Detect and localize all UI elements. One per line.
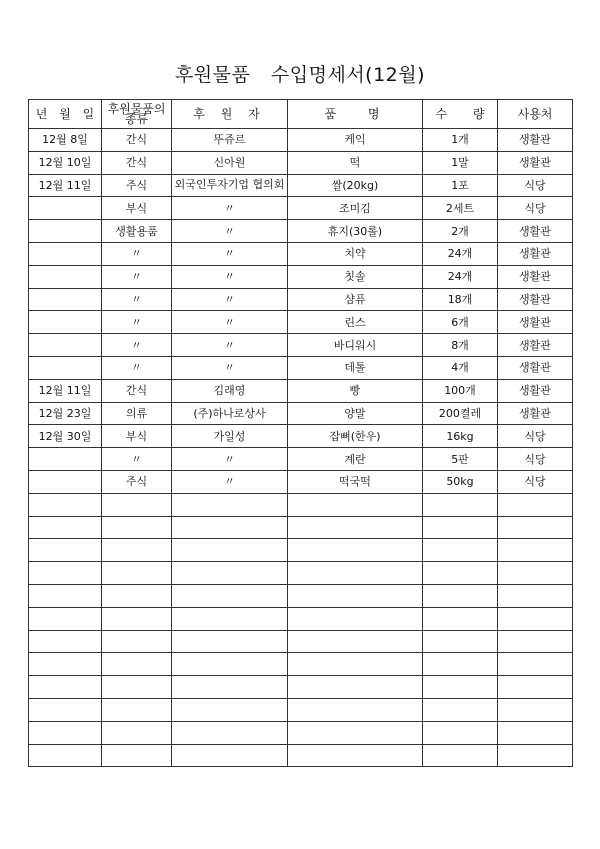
cell-dest: 식당 [498,470,573,493]
cell-type: 〃 [102,265,172,288]
cell-dest: 생활관 [498,402,573,425]
empty-cell [498,630,573,653]
empty-row [29,516,573,539]
empty-cell [288,630,423,653]
cell-item: 데톨 [288,356,423,379]
empty-cell [29,676,102,699]
cell-type: 의류 [102,402,172,425]
empty-cell [102,721,172,744]
empty-cell [423,493,498,516]
cell-donor: 〃 [172,220,288,243]
cell-item: 칫솔 [288,265,423,288]
cell-type: 부식 [102,425,172,448]
empty-cell [102,562,172,585]
cell-qty: 100개 [423,379,498,402]
cell-dest: 식당 [498,448,573,471]
empty-cell [29,584,102,607]
cell-qty: 1개 [423,129,498,152]
empty-row [29,562,573,585]
cell-item: 계란 [288,448,423,471]
empty-cell [29,539,102,562]
cell-type: 생활용품 [102,220,172,243]
table-row [29,174,573,197]
empty-cell [288,721,423,744]
cell-qty: 5판 [423,448,498,471]
table-row [29,129,573,152]
empty-row [29,607,573,630]
cell-dest: 생활관 [498,288,573,311]
cell-qty: 6개 [423,311,498,334]
table-row [29,197,573,220]
cell-date [29,242,102,265]
cell-item: 치약 [288,242,423,265]
cell-date [29,220,102,243]
cell-qty: 24개 [423,242,498,265]
empty-cell [498,676,573,699]
empty-cell [102,584,172,607]
cell-qty: 1말 [423,151,498,174]
empty-cell [172,698,288,721]
empty-cell [423,607,498,630]
cell-type: 〃 [102,242,172,265]
cell-date [29,265,102,288]
empty-cell [172,607,288,630]
empty-row [29,630,573,653]
empty-cell [29,744,102,767]
empty-cell [102,607,172,630]
cell-item: 빵 [288,379,423,402]
empty-row [29,676,573,699]
cell-item: 양말 [288,402,423,425]
empty-cell [423,539,498,562]
empty-cell [498,539,573,562]
empty-cell [102,653,172,676]
cell-donor: 〃 [172,197,288,220]
table-row [29,265,573,288]
cell-date: 12월 11일 [29,174,102,197]
empty-cell [498,744,573,767]
cell-qty: 2세트 [423,197,498,220]
cell-donor: 〃 [172,288,288,311]
empty-cell [498,698,573,721]
table-row [29,356,573,379]
cell-type: 주식 [102,470,172,493]
cell-dest: 식당 [498,197,573,220]
cell-donor: 〃 [172,311,288,334]
cell-item: 떡국떡 [288,470,423,493]
table-row [29,311,573,334]
header-item: 품 명 [288,100,423,129]
empty-cell [288,676,423,699]
cell-date [29,448,102,471]
cell-dest: 생활관 [498,334,573,357]
cell-dest: 생활관 [498,129,573,152]
cell-item: 잡뼈(한우) [288,425,423,448]
empty-cell [498,493,573,516]
empty-cell [288,698,423,721]
cell-qty: 8개 [423,334,498,357]
cell-date: 12월 8일 [29,129,102,152]
empty-cell [102,676,172,699]
table-row [29,470,573,493]
cell-date [29,288,102,311]
empty-cell [172,516,288,539]
cell-donor: 〃 [172,334,288,357]
empty-cell [423,516,498,539]
empty-cell [498,721,573,744]
cell-date [29,311,102,334]
table-row [29,379,573,402]
empty-cell [423,676,498,699]
empty-cell [288,744,423,767]
empty-cell [29,630,102,653]
empty-row [29,653,573,676]
empty-cell [498,584,573,607]
cell-donor: 〃 [172,265,288,288]
empty-cell [29,493,102,516]
empty-row [29,584,573,607]
cell-qty: 2개 [423,220,498,243]
cell-dest: 생활관 [498,242,573,265]
empty-cell [29,562,102,585]
empty-cell [102,539,172,562]
cell-qty: 4개 [423,356,498,379]
header-type: 후원물품의 종류 [102,100,172,129]
donation-ledger-table [28,99,573,767]
empty-cell [102,493,172,516]
cell-donor: 〃 [172,470,288,493]
header-dest: 사용처 [498,100,573,129]
cell-type: 〃 [102,311,172,334]
table-row [29,334,573,357]
empty-row [29,744,573,767]
cell-dest: 생활관 [498,379,573,402]
document-title: 후원물품 수입명세서(12월) [174,64,426,86]
cell-item: 린스 [288,311,423,334]
empty-cell [423,721,498,744]
empty-cell [498,653,573,676]
cell-donor: 가일성 [172,425,288,448]
cell-type: 간식 [102,151,172,174]
cell-date: 12월 30일 [29,425,102,448]
table-row [29,151,573,174]
cell-dest: 식당 [498,425,573,448]
empty-cell [498,607,573,630]
cell-dest: 생활관 [498,220,573,243]
cell-donor: 〃 [172,448,288,471]
empty-row [29,493,573,516]
empty-row [29,698,573,721]
cell-qty: 16kg [423,425,498,448]
empty-cell [288,607,423,630]
empty-cell [423,562,498,585]
cell-dest: 생활관 [498,311,573,334]
cell-donor: 외국인투자기업 협의회 [172,174,288,197]
cell-date: 12월 10일 [29,151,102,174]
empty-cell [288,539,423,562]
empty-cell [29,653,102,676]
cell-dest: 생활관 [498,151,573,174]
empty-cell [288,562,423,585]
empty-cell [172,676,288,699]
header-donor: 후 원 자 [172,100,288,129]
table-row [29,425,573,448]
cell-date [29,334,102,357]
cell-donor: 뚜쥬르 [172,129,288,152]
cell-type: 〃 [102,448,172,471]
empty-cell [423,698,498,721]
empty-cell [498,562,573,585]
cell-donor: 〃 [172,356,288,379]
empty-cell [172,539,288,562]
header-qty: 수 량 [423,100,498,129]
cell-dest: 생활관 [498,265,573,288]
cell-item: 케익 [288,129,423,152]
cell-type: 〃 [102,334,172,357]
cell-item: 바디워시 [288,334,423,357]
cell-item: 휴지(30롤) [288,220,423,243]
cell-date: 12월 23일 [29,402,102,425]
empty-cell [423,653,498,676]
empty-cell [29,516,102,539]
cell-date: 12월 11일 [29,379,102,402]
cell-qty: 24개 [423,265,498,288]
table-row [29,402,573,425]
empty-cell [172,721,288,744]
cell-qty: 18개 [423,288,498,311]
cell-type: 부식 [102,197,172,220]
cell-item: 쌀(20kg) [288,174,423,197]
cell-item: 떡 [288,151,423,174]
cell-type: 주식 [102,174,172,197]
empty-cell [102,744,172,767]
cell-dest: 식당 [498,174,573,197]
empty-cell [288,516,423,539]
empty-cell [288,493,423,516]
cell-type: 간식 [102,129,172,152]
empty-cell [29,721,102,744]
empty-cell [172,653,288,676]
cell-type: 〃 [102,356,172,379]
empty-cell [172,744,288,767]
empty-cell [172,493,288,516]
empty-cell [172,584,288,607]
cell-donor: (주)하나로상사 [172,402,288,425]
cell-qty: 1포 [423,174,498,197]
cell-date [29,197,102,220]
empty-row [29,539,573,562]
empty-row [29,721,573,744]
empty-cell [288,653,423,676]
cell-donor: 신아원 [172,151,288,174]
empty-cell [423,744,498,767]
ledger-body [29,129,573,767]
empty-cell [172,562,288,585]
empty-cell [288,584,423,607]
table-row [29,448,573,471]
header-row [29,100,573,129]
empty-cell [498,516,573,539]
empty-cell [423,584,498,607]
cell-date [29,470,102,493]
empty-cell [29,698,102,721]
empty-cell [29,607,102,630]
cell-type: 〃 [102,288,172,311]
empty-cell [172,630,288,653]
empty-cell [102,698,172,721]
empty-cell [423,630,498,653]
cell-date [29,356,102,379]
header-date: 년 월 일 [29,100,102,129]
table-row [29,242,573,265]
cell-qty: 50kg [423,470,498,493]
cell-qty: 200켤레 [423,402,498,425]
cell-donor: 김래영 [172,379,288,402]
empty-cell [102,516,172,539]
table-row [29,288,573,311]
table-row [29,220,573,243]
cell-donor: 〃 [172,242,288,265]
empty-cell [102,630,172,653]
cell-dest: 생활관 [498,356,573,379]
cell-type: 간식 [102,379,172,402]
cell-item: 조미김 [288,197,423,220]
cell-item: 샴퓨 [288,288,423,311]
